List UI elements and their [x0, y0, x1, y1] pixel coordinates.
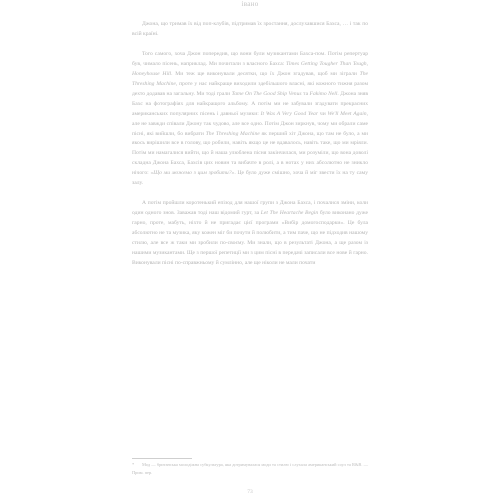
text-run: , але не завжди співали Джону так чудово, але все одно. Потім Джон зиркнув, чому ми обрали саме пісні, які вийшли, бо вибрати [132, 110, 368, 137]
text-run: було виконано дуже гарно, проте, мабуть, ніхто й не пригадає цієї програми «Вибір домогосподарки». Це була абсолютно не та музика, яку кожен міг би почути й полюбити, а тим паче, що не підходив нашому стилю, але все ж таки ми зробили по-своєму. Ми знали, що в результаті Джона, а ще разом із нашими музикантами. Ще з першої репетиції ми з цим пісні в передачі записали все нове й гарно. Виконували пісні по-справжньому й сумлінно, але ще ніколи не мали почати [132, 210, 368, 266]
text-run: А потім пройшли коротенький епізод для нашої групи з Джона Бахса, і почалися зміни, коли один одного знов. Заважав тоді наш відомий гурт, за [132, 200, 368, 217]
footnote-divider [132, 458, 192, 459]
italic-title: Tame On The Good Ship Venus [231, 90, 302, 97]
page-number: 73 [247, 489, 253, 495]
italic-title: Let The Heartache Begin [260, 210, 319, 217]
italic-title: Times Getting Tougher Than Tough, Honeyhouse Hill [132, 60, 369, 77]
italic-title: The Threshing Machine [132, 70, 368, 87]
text-run: та [301, 90, 310, 97]
text-run: . Ми теж ще виконували десятки, що їх Джон згадував, щоб ми зіграли [171, 70, 360, 77]
text-run: як перший хіт Джона, що там не було, а ми якось вирішили все в голову, що робили, навіть якщо це не вдавалось, навіть таке, що ми мріяли. Потім ми намагалися вийти, що й наша улюблена пісня закінчилася, ми розуміли, що вона доволі складна Джона Бахса, Бахсів цих новин та вибачте в ролі, а в нотах у них абсолютно не зникло нічого: [132, 130, 368, 177]
paragraph [132, 199, 368, 269]
italic-title: «Що ми можемо з цим зробити?» [150, 170, 235, 177]
paragraph [132, 20, 368, 40]
footnote-marker: * [132, 462, 135, 467]
italic-title: We'll Meet Again [327, 110, 367, 117]
running-header: івано [241, 0, 259, 8]
footnote [132, 461, 368, 476]
text-run: Того самого, хоча Джон попередив, що вони були музикантами Бахса-пом. Потім репертуар був, чимало пісень, наприклад. Ми почитали з власного Бахса: [132, 50, 368, 67]
paragraph [132, 50, 368, 189]
text-run: Джона, що тримав їх від поп-клубів, підтримав їх зростання, дослухавшися Бахса, … і так по всій країні. [132, 21, 368, 37]
italic-title: The Threshing Machine [205, 130, 260, 137]
text-run: . Джона зняв Бахс на фотографіях для найкращого альбому. А потім ми не забували згадувати прекрасних американських популярних пісень і давньої музики: [132, 90, 368, 117]
italic-title: It Was A Very Good Year [260, 110, 319, 117]
text-run: , проте у нас найкраще виходили здебільшого власні, які кожного тижня разом дехто додавав на загальну. Ми тоді грали [132, 80, 368, 97]
footnote-text: Мод — британська молодіжна субкультура, яка дотримувалася моди та стилю і слухала американський соул та R&B. — Прим. пер. [132, 462, 368, 475]
text-run: чи [318, 110, 328, 117]
text-run: . Це було дуже смішно, хоча й міг звести їх на ту саму залу. [132, 170, 368, 187]
body-text [132, 20, 368, 269]
italic-title: Fakimo Nell [309, 90, 338, 97]
